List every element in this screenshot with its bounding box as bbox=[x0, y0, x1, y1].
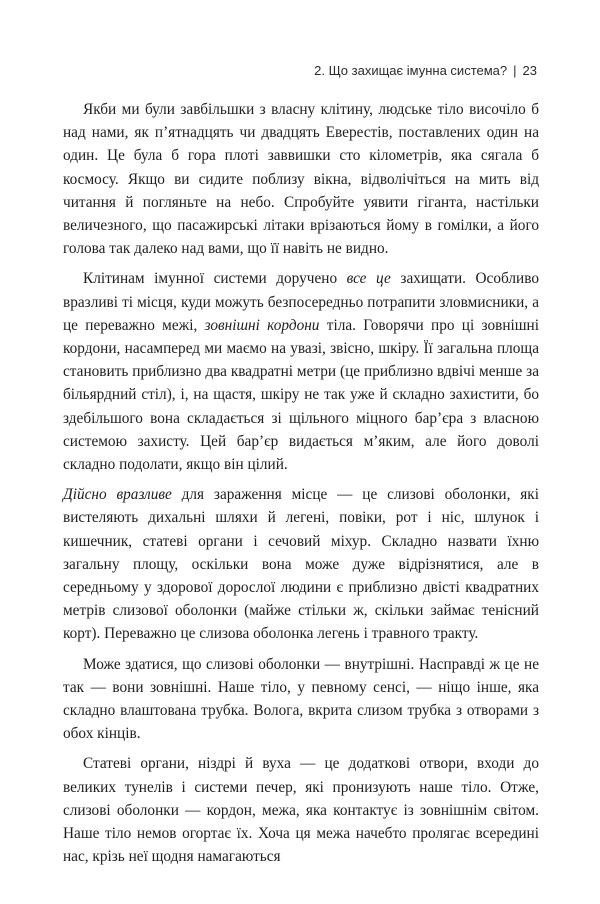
paragraph-2-text-c: тіла. Говорячи про ці зовнішні кордони, насамперед ми маємо на увазі, звісно, шкіру. Її загальна площа становить приблизно два квадратні метри (це приблизно вдвічі менше за більярдний стіл), і, на щастя, шкіру не так уже й складно захистити, бо здебільшого вона складається зі щільного міцного бар’єра з власною системою захисту. Цей бар’єр видається м’яким, але його доволі складно подолати, якщо він цілий. bbox=[63, 316, 539, 474]
paragraph-2-emphasis-2: зовнішні кордони bbox=[204, 316, 320, 334]
running-header bbox=[314, 63, 537, 78]
paragraph-5 bbox=[63, 752, 539, 868]
paragraph-2-text-a: Клітинам імунної системи доручено bbox=[83, 270, 347, 288]
header-separator: | bbox=[513, 63, 517, 78]
paragraph-3 bbox=[63, 483, 539, 645]
body-text bbox=[63, 98, 539, 876]
paragraph-2-text-b: захищати. Особливо вразливі ті місця, куди можуть безпосередньо потрапити зловмисники, а це переважно межі, bbox=[63, 270, 539, 334]
paragraph-2 bbox=[63, 267, 539, 476]
paragraph-3-emphasis: Дійсно вразливе bbox=[63, 486, 172, 504]
page-number: 23 bbox=[522, 63, 537, 78]
chapter-title: 2. Що захищає імунна система? bbox=[314, 63, 508, 78]
paragraph-1 bbox=[63, 98, 539, 260]
paragraph-1-text: Якби ми були завбільшки з власну клітину, людське тіло височіло б над нами, як п’ятнадцять чи двадцять Еверестів, поставлених один на один. Це була б гора плоті заввишки сто кілометрів, яка сягала б космосу. Якщо ви сидите поблизу вікна, відволічіться на мить від читання й погляньте на небо. Спробуйте уявити гіганта, настільки величезного, що пасажирські літаки врізаються йому в гомілки, а його голова так далеко над вами, що її навіть не видно. bbox=[63, 101, 539, 258]
paragraph-3-text: для зараження місце — це слизові оболонки, які вистеляють дихальні шляхи й легені, повіки, рот і ніс, шлунок і кишечник, статеві органи і сечовий міхур. Складно назвати їхню загальну площу, оскільки вона може дуже відрізнятися, але в середньому у здорової дорослої людини є приблизно двісті квадратних метрів слизової оболонки (майже стільки ж, скільки займає тенісний корт). Переважно це слизова оболонка легень і травного тракту. bbox=[63, 486, 539, 643]
paragraph-4 bbox=[63, 653, 539, 746]
paragraph-5-text: Статеві органи, ніздрі й вуха — це додаткові отвори, входи до великих тунелів і системи печер, які пронизують наше тіло. Отже, слизові оболонки — кордон, межа, яка контактує із зовнішнім світом. Наше тіло немов огортає їх. Хоча ця межа начебто пролягає всередині нас, крізь неї щодня намагаються bbox=[63, 755, 539, 866]
paragraph-2-emphasis-1: все це bbox=[346, 270, 391, 288]
paragraph-4-text: Може здатися, що слизові оболонки — внутрішні. Насправді ж це не так — вони зовнішні. Наше тіло, у певному сенсі, — ніщо інше, яка складно влаштована трубка. Волога, вкрита слизом трубка з отворами з обох кінців. bbox=[63, 655, 539, 743]
